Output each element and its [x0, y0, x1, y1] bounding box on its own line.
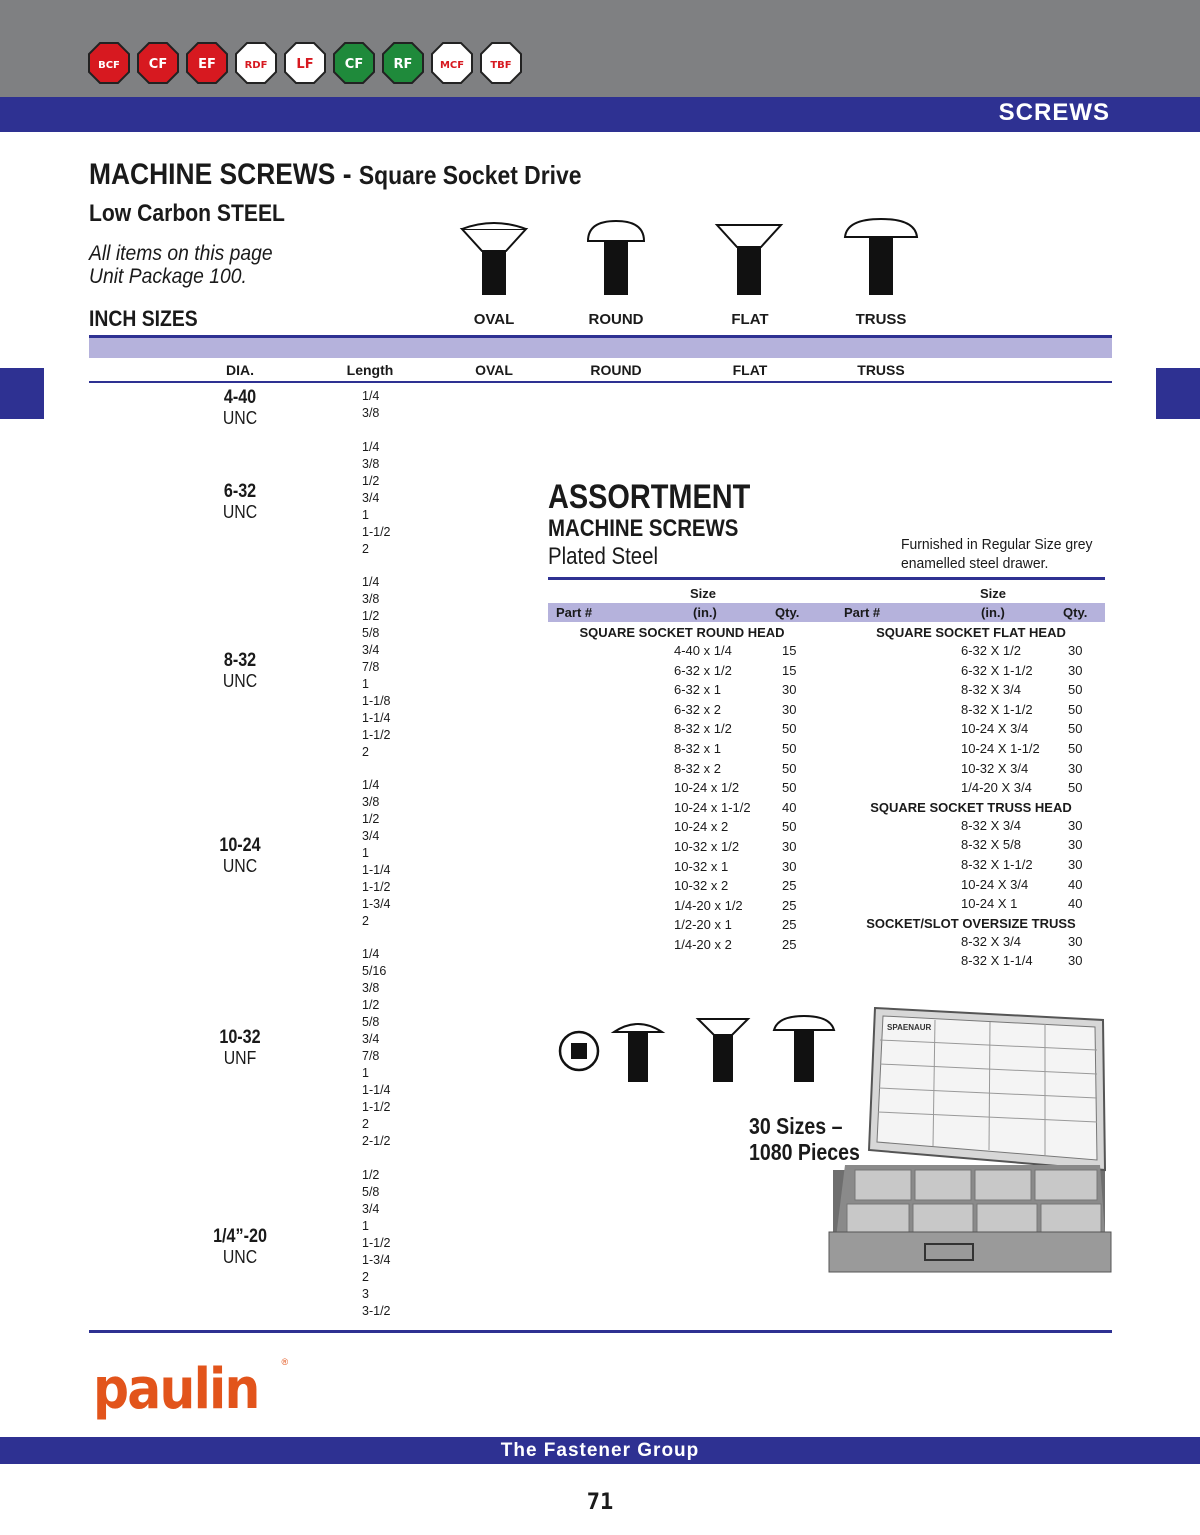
assortment-qty: 25 — [782, 897, 797, 913]
assortment-qty: 50 — [782, 741, 797, 756]
length-value: 3/4 — [362, 643, 380, 657]
length-value: 1-3/4 — [362, 1253, 391, 1267]
length-value: 1-1/4 — [362, 711, 391, 725]
length-value: 1/4 — [362, 947, 380, 961]
brand-logo — [480, 42, 522, 84]
assortment-size: 10-24 X 3/4 — [961, 876, 1029, 892]
paulin-logo-text: paulin — [93, 1357, 259, 1422]
assortment-qty: 30 — [782, 858, 797, 874]
assortment-qty: 40 — [782, 799, 797, 815]
assortment-title: ASSORTMENT — [548, 478, 751, 516]
round-screw-icon — [580, 215, 652, 297]
assortment-size: 1/4-20 x 2 — [674, 937, 732, 952]
assortment-qty: 50 — [1068, 682, 1083, 698]
length-list — [362, 388, 379, 422]
part-header-left: Part # — [556, 605, 593, 620]
paulin-logo — [93, 1357, 288, 1422]
size-header-right: Size — [980, 586, 1007, 601]
drawer-caption-line-2: 1080 Pieces — [749, 1139, 860, 1165]
round-label: ROUND — [588, 311, 644, 328]
length-value: 2 — [362, 542, 369, 556]
assortment-size: 8-32 X 5/8 — [961, 837, 1021, 853]
assortment-note — [901, 535, 1093, 573]
length-value: 3/8 — [362, 406, 380, 420]
drawer-brand: SPAENAUR — [887, 1023, 932, 1032]
header-band — [0, 0, 1200, 97]
assortment-size: 6-32 X 1-1/2 — [961, 662, 1033, 678]
assortment-qty: 50 — [1068, 721, 1083, 737]
length-value: 1-1/2 — [362, 1100, 391, 1114]
brand-logo-text: EF — [198, 57, 216, 72]
assortment-group-header: SOCKET/SLOT OVERSIZE TRUSS — [866, 915, 1076, 931]
length-value: 1/2 — [362, 1168, 380, 1182]
assortment-qty: 50 — [1068, 741, 1083, 756]
assortment-qty: 30 — [1068, 933, 1083, 949]
length-value: 1/2 — [362, 998, 380, 1012]
length-value: 1-1/2 — [362, 525, 391, 539]
length-value: 2-1/2 — [362, 1134, 391, 1148]
assortment-qty: 40 — [1068, 876, 1083, 892]
assortment-qty: 30 — [782, 701, 797, 717]
dia-size: 4-40 — [223, 387, 257, 408]
left-side-tab — [0, 368, 44, 419]
length-value: 3/8 — [362, 981, 380, 995]
col-header-dia: DIA. — [226, 362, 254, 378]
truss-screw-icon — [843, 215, 919, 297]
brand-logo-text: RF — [393, 57, 413, 72]
assortment-size: 6-32 x 2 — [674, 701, 721, 717]
dia-size: 1/4”-20 — [213, 1226, 267, 1247]
brand-logo-text: BCF — [98, 60, 120, 71]
assortment-subtitle: MACHINE SCREWS — [548, 515, 739, 542]
assortment-size: 10-32 x 1 — [674, 858, 729, 874]
assortment-qty: 40 — [1068, 896, 1083, 912]
length-value: 2 — [362, 914, 369, 928]
length-value: 7/8 — [362, 660, 380, 674]
assortment-size: 10-24 x 1/2 — [674, 780, 740, 796]
length-value: 3/8 — [362, 457, 380, 471]
assortment-qty: 50 — [782, 819, 797, 835]
length-value: 3/8 — [362, 592, 380, 606]
assortment-qty: 15 — [782, 643, 797, 658]
oval-label: OVAL — [473, 311, 515, 328]
length-value: 1 — [362, 1066, 369, 1080]
assortment-size: 10-24 X 3/4 — [961, 721, 1029, 737]
drawer-caption-line-1: 30 Sizes – — [749, 1113, 843, 1139]
brand-logo-text: RDF — [244, 60, 268, 71]
dia-thread: UNC — [222, 856, 258, 876]
length-value: 5/8 — [362, 1185, 380, 1199]
assortment-size: 6-32 x 1/2 — [674, 662, 732, 678]
assortment-size: 8-32 X 3/4 — [961, 933, 1021, 949]
assortment-qty: 30 — [1068, 953, 1083, 969]
assortment-size: 6-32 x 1 — [674, 682, 721, 698]
dia-cell — [190, 835, 290, 875]
assortment-size: 8-32 x 1/2 — [674, 721, 732, 737]
assortment-size: 1/2-20 x 1 — [674, 917, 732, 933]
length-value: 3/4 — [362, 829, 380, 843]
dia-thread: UNC — [222, 671, 258, 691]
assortment-qty: 30 — [1068, 817, 1083, 833]
length-value: 3-1/2 — [362, 1304, 391, 1318]
dia-cell — [190, 481, 290, 521]
brand-logo — [333, 42, 375, 84]
assortment-drawer-image — [825, 1000, 1115, 1296]
length-value: 1-1/4 — [362, 863, 391, 877]
assortment-group-header: SQUARE SOCKET FLAT HEAD — [876, 625, 1066, 640]
assortment-qty: 50 — [1068, 701, 1083, 717]
assortment-rule — [548, 577, 1105, 580]
length-value: 1-3/4 — [362, 897, 391, 911]
assortment-size: 1/4-20 X 3/4 — [961, 780, 1032, 796]
length-value: 3 — [362, 1287, 369, 1301]
inch-header-right: (in.) — [981, 605, 1005, 620]
length-value: 1 — [362, 677, 369, 691]
truss-label: TRUSS — [855, 311, 907, 328]
registered-mark: ® — [281, 1357, 289, 1367]
brand-logo — [382, 42, 424, 84]
col-header-round: ROUND — [590, 362, 642, 378]
brand-logo — [235, 42, 277, 84]
length-value: 2 — [362, 1117, 369, 1131]
dia-cell — [190, 1226, 290, 1266]
assortment-size: 6-32 X 1/2 — [961, 643, 1021, 658]
length-list — [362, 439, 391, 558]
length-value: 1/2 — [362, 609, 380, 623]
dia-thread: UNC — [222, 408, 258, 428]
col-header-flat: FLAT — [732, 362, 768, 378]
oval-screw-icon — [458, 215, 530, 297]
assortment-size: 1/4-20 x 1/2 — [674, 897, 743, 913]
dia-cell — [190, 387, 290, 427]
length-value: 3/4 — [362, 1202, 380, 1216]
assortment-size: 8-32 x 1 — [674, 741, 721, 756]
footer-company: The Fastener Group — [500, 1440, 700, 1461]
page-title-main: MACHINE SCREWS - — [89, 158, 359, 191]
length-value: 1/2 — [362, 474, 380, 488]
brand-logo — [186, 42, 228, 84]
dia-cell — [190, 1027, 290, 1067]
length-value: 5/8 — [362, 626, 380, 640]
assortment-qty: 50 — [1068, 780, 1083, 796]
length-list — [362, 1167, 391, 1320]
length-list — [362, 777, 391, 930]
length-value: 1 — [362, 1219, 369, 1233]
assortment-qty: 30 — [1068, 857, 1083, 872]
length-value: 1/4 — [362, 575, 380, 589]
length-value: 3/8 — [362, 795, 380, 809]
length-value: 2 — [362, 1270, 369, 1284]
dia-thread: UNC — [222, 1247, 258, 1267]
bottom-rule — [89, 1330, 1112, 1333]
length-value: 1-1/4 — [362, 1083, 391, 1097]
length-value: 3/4 — [362, 491, 380, 505]
brand-logo-text: TBF — [490, 60, 512, 71]
length-value: 1/4 — [362, 440, 380, 454]
table-header-rule — [89, 381, 1112, 383]
length-list — [362, 574, 391, 761]
brand-logo — [284, 42, 326, 84]
brand-logo — [431, 42, 473, 84]
col-header-truss: TRUSS — [857, 362, 905, 378]
qty-header-left: Qty. — [775, 605, 800, 620]
length-value: 1-1/2 — [362, 1236, 391, 1250]
assortment-size: 8-32 x 2 — [674, 760, 721, 776]
dia-cell — [190, 650, 290, 690]
page-number: 71 — [586, 1490, 614, 1515]
assortment-group-header: SQUARE SOCKET TRUSS HEAD — [870, 799, 1072, 815]
table-header-band — [89, 338, 1112, 358]
length-value: 1 — [362, 846, 369, 860]
length-value: 5/8 — [362, 1015, 380, 1029]
brand-logo — [88, 42, 130, 84]
assortment-qty: 30 — [1068, 643, 1083, 658]
assortment-size: 10-32 x 2 — [674, 878, 729, 894]
inch-sizes-label: INCH SIZES — [89, 306, 198, 331]
assortment-size: 10-32 x 1/2 — [674, 839, 740, 854]
assortment-size: 4-40 x 1/4 — [674, 643, 732, 658]
col-header-length: Length — [346, 362, 394, 378]
flat-label: FLAT — [731, 311, 769, 328]
assortment-size: 10-24 X 1 — [961, 896, 1018, 912]
length-value: 1 — [362, 508, 369, 522]
brand-logo — [137, 42, 179, 84]
assortment-note-line-1: Furnished in Regular Size grey — [901, 536, 1093, 553]
page-title-sub: Square Socket Drive — [358, 160, 582, 190]
length-value: 7/8 — [362, 1049, 380, 1063]
assortment-qty: 30 — [1068, 662, 1083, 678]
right-side-tab — [1156, 368, 1200, 419]
length-value: 1-1/8 — [362, 694, 391, 708]
dia-size: 6-32 — [223, 481, 257, 502]
qty-header-right: Qty. — [1063, 605, 1088, 620]
dia-size: 8-32 — [223, 650, 257, 671]
package-note-1: All items on this page — [89, 242, 273, 265]
assortment-qty: 30 — [782, 682, 797, 698]
assortment-qty: 30 — [782, 839, 797, 854]
length-value: 1-1/2 — [362, 728, 391, 742]
assortment-size: 8-32 X 1-1/2 — [961, 857, 1033, 872]
assortment-qty: 25 — [782, 917, 797, 933]
part-header-right: Part # — [844, 605, 881, 620]
assortment-header-band — [548, 603, 1105, 622]
length-value: 5/16 — [362, 964, 387, 978]
assortment-size: 8-32 X 3/4 — [961, 817, 1021, 833]
length-value: 1/2 — [362, 812, 380, 826]
assortment-material: Plated Steel — [548, 543, 659, 570]
assortment-note-line-2: enamelled steel drawer. — [901, 555, 1049, 572]
socket-screws-icon — [558, 1012, 850, 1084]
assortment-qty: 50 — [782, 780, 797, 796]
section-title: SCREWS — [998, 99, 1110, 126]
brand-logo-text: LF — [296, 57, 314, 72]
brand-logo-text: MCF — [439, 60, 465, 71]
size-header-left: Size — [690, 586, 717, 601]
assortment-size: 10-24 x 1-1/2 — [674, 799, 751, 815]
assortment-qty: 30 — [1068, 837, 1083, 853]
col-header-oval: OVAL — [475, 362, 513, 378]
assortment-qty: 25 — [782, 878, 797, 894]
material-label: Low Carbon STEEL — [89, 200, 285, 227]
dia-thread: UNF — [223, 1048, 257, 1068]
dia-thread: UNC — [222, 502, 258, 522]
dia-size: 10-24 — [219, 835, 261, 856]
length-list — [362, 946, 391, 1150]
package-note-2: Unit Package 100. — [89, 265, 247, 288]
assortment-size: 10-24 x 2 — [674, 819, 729, 835]
assortment-size: 10-32 X 3/4 — [961, 760, 1029, 776]
length-value: 1/4 — [362, 778, 380, 792]
flat-screw-icon — [713, 215, 785, 297]
assortment-size: 10-24 X 1-1/2 — [961, 741, 1040, 756]
inch-header-left: (in.) — [693, 605, 717, 620]
length-value: 1-1/2 — [362, 880, 391, 894]
assortment-qty: 25 — [782, 937, 797, 952]
assortment-qty: 30 — [1068, 760, 1083, 776]
length-value: 2 — [362, 745, 369, 759]
assortment-size: 8-32 X 3/4 — [961, 682, 1021, 698]
assortment-size: 8-32 X 1-1/4 — [961, 953, 1033, 969]
dia-size: 10-32 — [219, 1027, 261, 1048]
assortment-qty: 15 — [782, 662, 797, 678]
length-value: 1/4 — [362, 389, 380, 403]
assortment-group-header: SQUARE SOCKET ROUND HEAD — [579, 625, 785, 640]
assortment-qty: 50 — [782, 721, 797, 737]
page-title — [89, 158, 581, 192]
brand-logo-text: CF — [148, 57, 168, 72]
length-value: 3/4 — [362, 1032, 380, 1046]
assortment-qty: 50 — [782, 760, 797, 776]
brand-logo-text: CF — [344, 57, 364, 72]
assortment-size: 8-32 X 1-1/2 — [961, 701, 1033, 717]
drawer-caption — [749, 1113, 860, 1165]
